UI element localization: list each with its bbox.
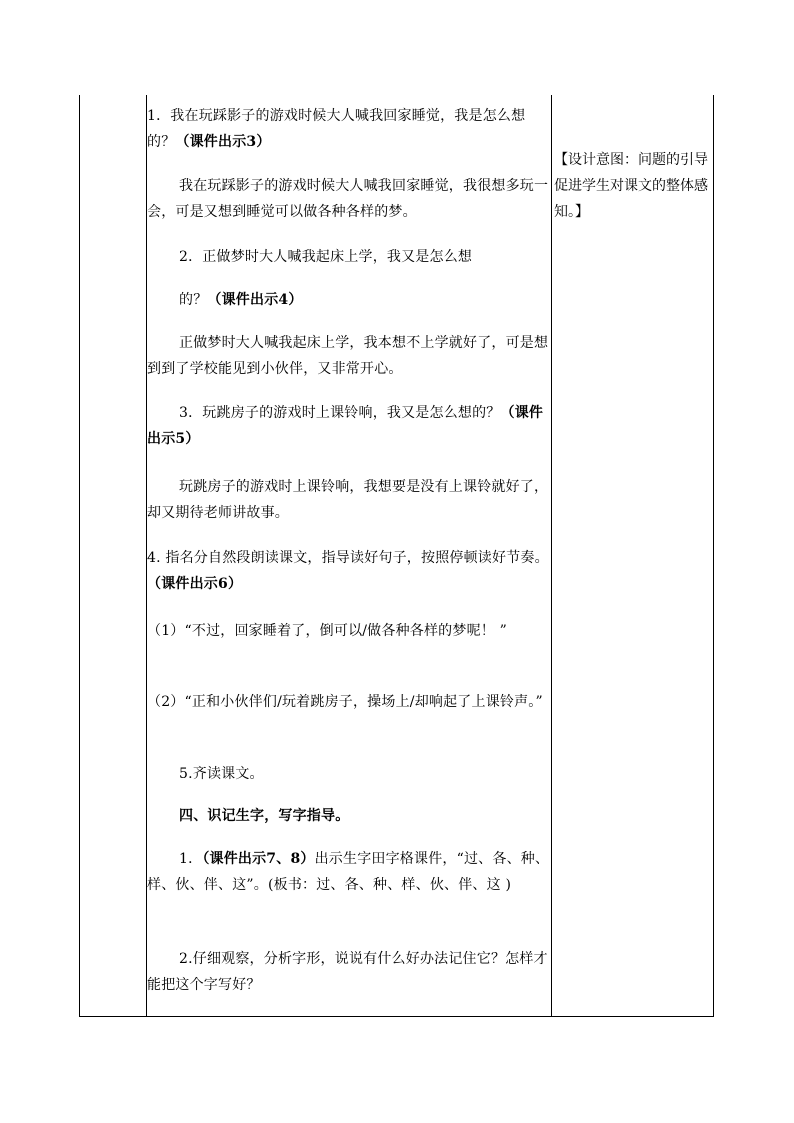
paragraph-question-2: 2．正做梦时大人喊我起床上学，我又是怎么想 xyxy=(179,249,473,265)
paragraph-observe: 2.仔细观察，分析字形，说说有什么好办法记住它？怎样才能把这个字写好？ xyxy=(147,951,548,993)
paragraph-example-1: （1）“不过，回家睡着了，倒可以/做各种各样的梦呢！ ” xyxy=(147,623,507,639)
table-border-left xyxy=(79,95,80,1017)
paragraph-question-1: 1．我在玩踩影子的游戏时候大人喊我回家睡觉，我是怎么想的？（课件出示3） xyxy=(147,108,526,150)
lesson-table xyxy=(79,95,714,1017)
paragraph-read-together: 5.齐读课文。 xyxy=(179,766,264,782)
paragraph-question-3: 3．玩跳房子的游戏时上课铃响，我又是怎么想的？（课件出示5） xyxy=(147,405,544,447)
table-border-bottom xyxy=(79,1016,714,1017)
section-heading-4: 四、识记生字，写字指导。 xyxy=(179,808,350,824)
paragraph-answer-1: 我在玩踩影子的游戏时候大人喊我回家睡觉，我很想多玩一会，可是又想到睡觉可以做各种各样的梦。 xyxy=(147,178,549,220)
paragraph-character-display: 1．（课件出示7、8）出示生字田字格课件，“过、各、种、样、伙、伴、这”。(板书：过、各、种、样、伙、伴、这 ) xyxy=(147,851,550,893)
design-intent-note: 【设计意图：问题的引导促进学生对课文的整体感知。】 xyxy=(554,152,708,220)
table-border-right xyxy=(713,95,714,1017)
paragraph-answer-2: 正做梦时大人喊我起床上学，我本想不上学就好了，可是想到到了学校能见到小伙伴，又非常开心。 xyxy=(147,335,549,377)
paragraph-reading-instruction: 4. 指名分自然段朗读课文，指导读好句子，按照停顿读好节奏。（课件出示6） xyxy=(147,550,549,592)
table-border-col2 xyxy=(551,95,552,1017)
paragraph-example-2: （2）“正和小伙伴们/玩着跳房子，操场上/却响起了上课铃声。” xyxy=(147,694,543,710)
paragraph-answer-3: 玩跳房子的游戏时上课铃响，我想要是没有上课铃就好了，却又期待老师讲故事。 xyxy=(147,479,549,521)
design-intent-column xyxy=(554,147,712,225)
paragraph-question-2-cont: 的？（课件出示4） xyxy=(179,292,303,308)
